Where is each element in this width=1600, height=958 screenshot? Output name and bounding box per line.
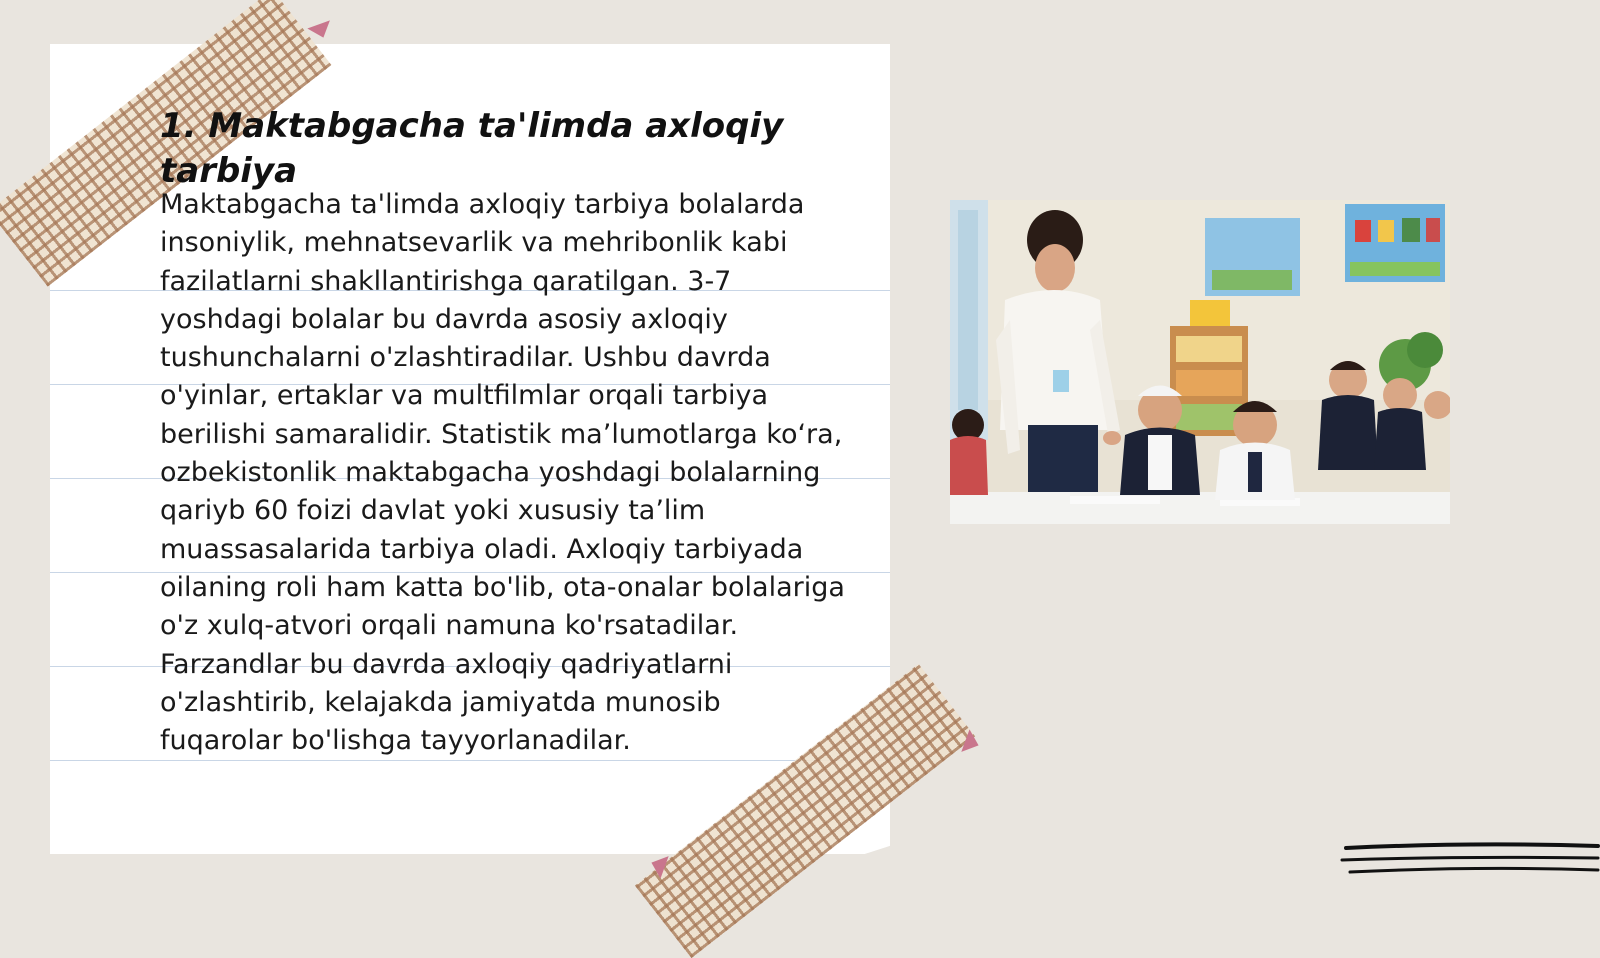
slide-body-text: Maktabgacha ta'limda axloqiy tarbiya bolalarda insoniylik, mehnatsevarlik va mehribonlik kabi fazilatlarni shakllantirishga qaratilgan. 3-7 yoshdagi bolalar bu davrda asosiy axloqiy tushunchalarni o'zlashtiradilar. Ushbu davrda o'yinlar, ertaklar va multfilmlar orqali tarbiya berilishi samaralidir. Statistik ma’lumotlarga ko‘ra, ozbekistonlik maktabgacha yoshdagi bolalarning qariyb 60 foizi davlat yoki xususiy ta’lim muassasalarida tarbiya oladi. Axloqiy tarbiyada oilaning roli ham katta bo'lib, ota-onalar bolalariga o'z xulq-atvori orqali namuna ko'rsatadilar. Farzandlar bu davrda axloqiy qadriyatlarni o'zlashtirib, kelajakda jamiyatda munosib fuqarolar bo'lishga tayyorlanadilar. bbox=[160, 189, 845, 757]
tape-pin-top bbox=[307, 20, 334, 41]
scribble-lines bbox=[1340, 838, 1600, 888]
classroom-photo bbox=[950, 200, 1450, 524]
classroom-illustration bbox=[950, 200, 1450, 524]
slide-title: 1. Maktabgacha ta'limda axloqiy tarbiya bbox=[160, 106, 784, 191]
